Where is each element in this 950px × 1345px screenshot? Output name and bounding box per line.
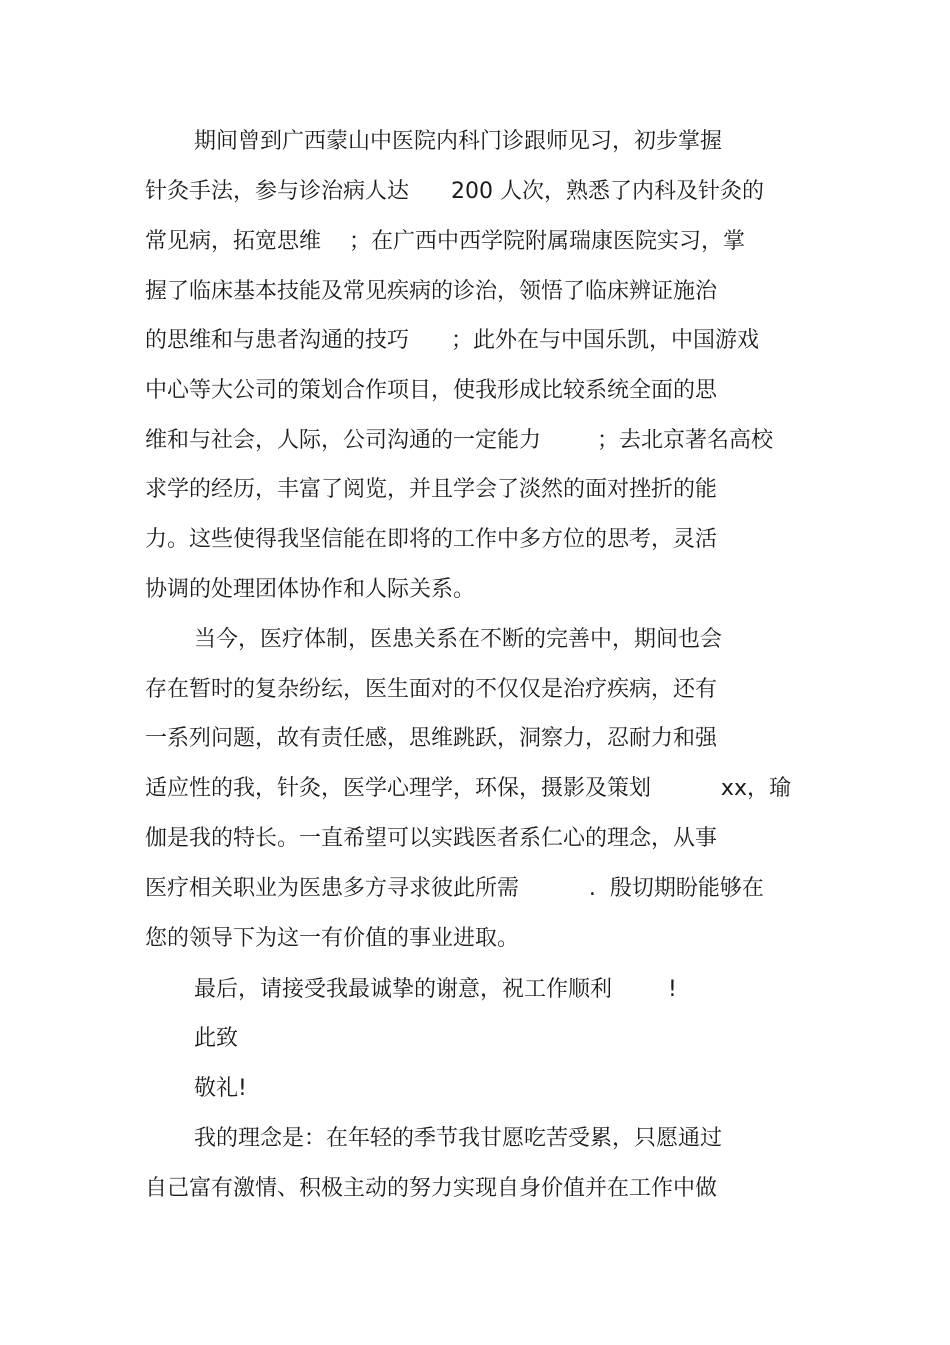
- text-line: 自己富有激情、积极主动的努力实现自身价值并在工作中做: [145, 1176, 718, 1201]
- text-line: 当今，医疗体制，医患关系在不断的完善中，期间也会: [194, 627, 723, 652]
- text-line: 针灸手法，参与诊治病人达 200 人次，熟悉了内科及针灸的: [145, 179, 764, 204]
- text-line: 常见病，拓宽思维 ；在广西中西学院附属瑞康医院实习，掌: [145, 229, 745, 254]
- text-line: 握了临床基本技能及常见疾病的诊治，领悟了临床辨证施治: [145, 279, 718, 304]
- text-line: 期间曾到广西蒙山中医院内科门诊跟师见习，初步掌握: [194, 129, 723, 154]
- text-line: 您的领导下为这一有价值的事业进取。: [145, 926, 520, 951]
- text-line: 此致: [194, 1026, 239, 1051]
- text-line: 我的理念是：在年轻的季节我甘愿吃苦受累，只愿通过: [194, 1126, 723, 1151]
- text-line: 的思维和与患者沟通的技巧 ；此外在与中国乐凯，中国游戏: [145, 328, 759, 353]
- text-line: 伽是我的特长。一直希望可以实践医者系仁心的理念，从事: [145, 826, 718, 851]
- text-line: 中心等大公司的策划合作项目，使我形成比较系统全面的思: [145, 378, 718, 403]
- text-line: 敬礼!: [194, 1076, 247, 1101]
- text-line: 协调的处理团体协作和人际关系。: [145, 577, 476, 602]
- text-line: 最后，请接受我最诚挚的谢意，祝工作顺利 !: [194, 977, 677, 1002]
- text-line: 维和与社会，人际，公司沟通的一定能力 ；去北京著名高校: [145, 428, 773, 453]
- text-line: 力。这些使得我坚信能在即将的工作中多方位的思考，灵活: [145, 527, 718, 552]
- text-line: 医疗相关职业为医患多方寻求彼此所需 . 殷切期盼能够在: [145, 876, 764, 901]
- text-line: 适应性的我，针灸，医学心理学，环保，摄影及策划 xx，瑜: [145, 776, 791, 801]
- text-line: 存在暂时的复杂纷纭，医生面对的不仅仅是治疗疾病，还有: [145, 677, 718, 702]
- text-line: 一系列问题，故有责任感，思维跳跃，洞察力，忍耐力和强: [145, 726, 718, 751]
- text-line: 求学的经历，丰富了阅览，并且学会了淡然的面对挫折的能: [145, 477, 718, 502]
